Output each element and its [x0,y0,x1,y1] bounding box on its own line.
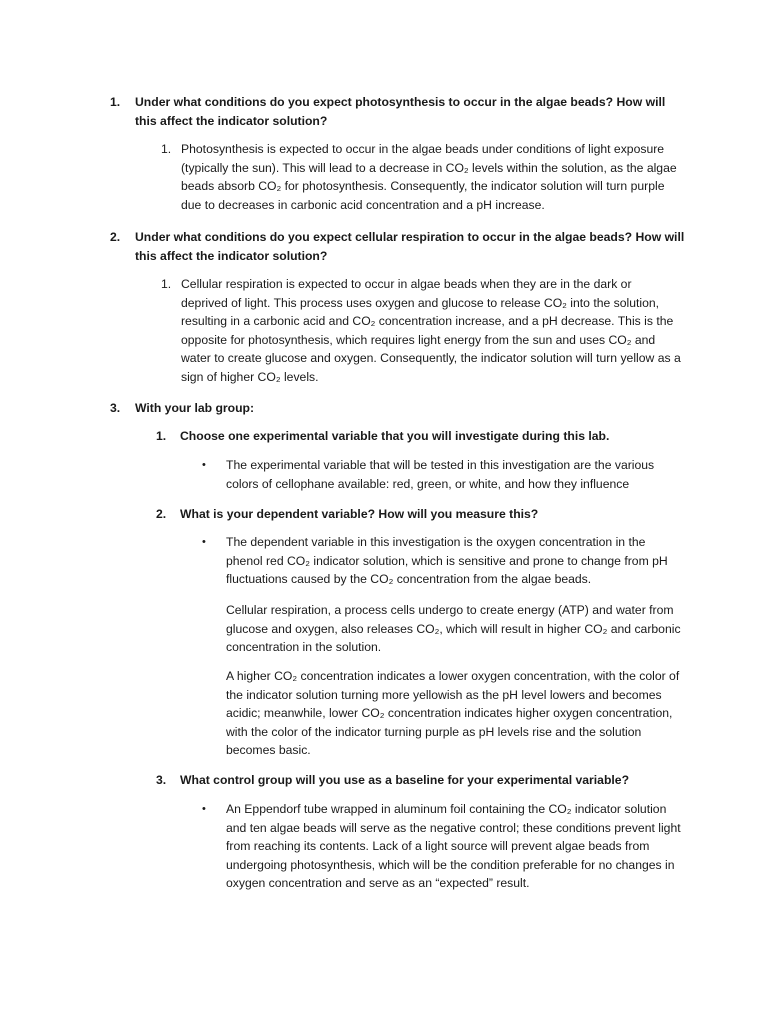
question-2 [110,228,690,265]
bullet-continuation-paragraph [226,667,681,760]
answer-number: 1. [161,142,172,156]
question-text: Under what conditions do you expect cellular respiration to occur in the algae beads? How will this affect the indicator solution? [135,230,685,263]
bullet-icon: • [202,803,206,815]
bullet-icon: • [202,536,206,548]
bullet-paragraph: The experimental variable that will be tested in this investigation are the various colors of cellophane available: red, green, or white, and how they influence [226,458,655,491]
bullet-continuation-paragraph [226,601,681,657]
question-number: 2. [110,230,121,244]
subquestion-number: 2. [156,507,167,521]
answer-text: Photosynthesis is expected to occur in the algae beads under conditions of light exposure (typically the sun). This will lead to a decrease in CO₂ levels within the solution, as the algae beads absorb CO₂ for photosynthesis. Consequently, the indicator solution will turn purple due to decreases in carbonic acid concentration and a pH increase. [181,142,677,212]
answer-2 [161,275,681,386]
answer-text: Cellular respiration is expected to occur in algae beads when they are in the dark or deprived of light. This process uses oxygen and glucose to release CO₂ into the solution, resulting in a carbonic acid and CO₂ concentration increase, and a pH decrease. This is the opposite for photosynthesis, which requires light energy from the sun and uses CO₂ and water to create glucose and oxygen. Consequently, the indicator solution will turn yellow as a sign of higher CO₂ levels. [181,277,681,384]
bullet-paragraph: The dependent variable in this investigation is the oxygen concentration in the phenol red CO₂ indicator solution, which is sensitive and prone to change from pH fluctuations caused by the CO₂ concentration from the algae beads. [226,535,668,586]
answer-number: 1. [161,277,172,291]
bullet-paragraph: A higher CO₂ concentration indicates a lower oxygen concentration, with the color of the indicator solution turning more yellowish as the pH level lowers and becomes acidic; meanwhile, lower CO₂ concentration indicates higher oxygen concentration, with the color of the indicator turning purple as pH levels rise and the solution becomes basic. [226,669,680,757]
bullet-icon: • [202,459,206,471]
bullet-answer-1 [202,456,681,493]
subquestion-text: Choose one experimental variable that you will investigate during this lab. [180,429,610,443]
subquestion-text: What is your dependent variable? How will you measure this? [180,507,539,521]
bullet-paragraph: An Eppendorf tube wrapped in aluminum foil containing the CO₂ indicator solution and ten algae beads will serve as the negative control; these conditions prevent light from reaching its contents. Lack of a light source will prevent algae beads from undergoing photosynthesis, which will be the condition preferable for no changes in oxygen concentration and serve as an “expected” result. [226,802,681,890]
question-number: 3. [110,401,121,415]
question-3 [110,399,690,418]
question-text: Under what conditions do you expect photosynthesis to occur in the algae beads? How will this affect the indicator solution? [135,95,666,128]
subquestion-3 [156,771,686,790]
bullet-answer-3 [202,800,681,893]
bullet-paragraph: Cellular respiration, a process cells undergo to create energy (ATP) and water from glucose and oxygen, also releases CO₂, which will result in higher CO₂ and carbonic concentration in the solution. [226,603,681,654]
question-1 [110,93,690,130]
subquestion-2 [156,505,686,524]
question-number: 1. [110,95,121,109]
subquestion-number: 1. [156,429,167,443]
subquestion-1 [156,427,686,446]
bullet-answer-2 [202,533,681,589]
question-text: With your lab group: [135,401,255,415]
subquestion-text: What control group will you use as a baseline for your experimental variable? [180,773,630,787]
subquestion-number: 3. [156,773,167,787]
answer-1 [161,140,681,214]
